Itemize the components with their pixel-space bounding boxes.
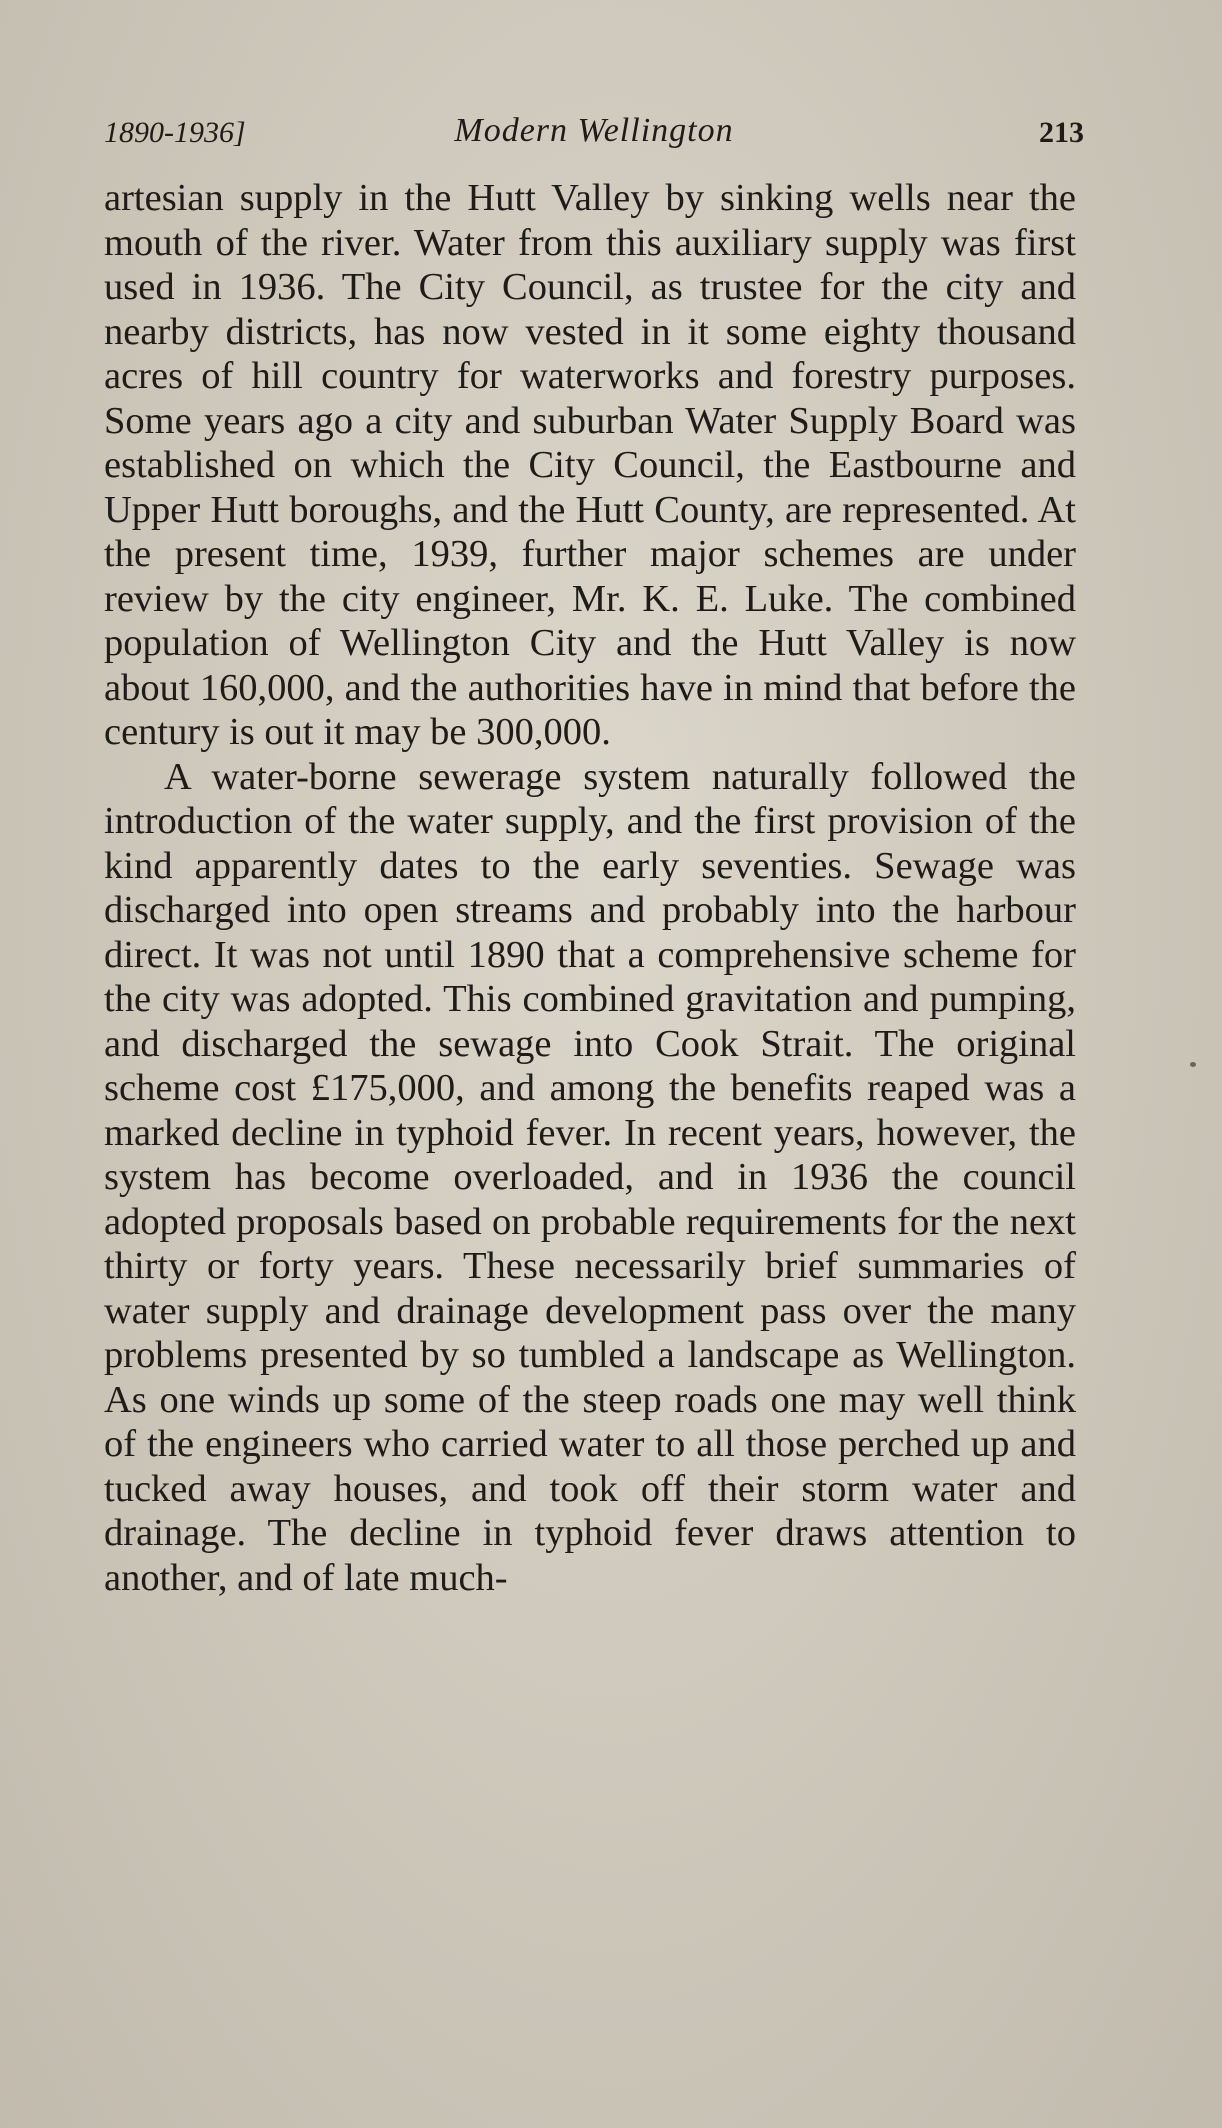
chapter-date-range: 1890-1936] [104, 116, 246, 149]
paragraph-sewerage: A water-borne sewerage system naturally followed the introduction of the water supply, and the first provision of the kind apparently dates to the early seventies. Sewage was discharged into open streams and probably into the harbour direct. It was not until 1890 that a comprehensive scheme for the city was adopted. This combined gravitation and pumping, and discharged the sewage into Cook Strait. The original scheme cost £175,000, and among the benefits reaped was a marked decline in typhoid fever. In recent years, however, the system has become overloaded, and in 1936 the council adopted proposals based on probable requirements for the next thirty or forty years. These necessarily brief summaries of water supply and drainage development pass over the many problems presented by so tumbled a landscape as Wellington. As one winds up some of the steep roads one may well think of the engineers who carried water to all those perched up and tucked away houses, and took off their storm water and drainage. The decline in typhoid fever draws attention to another, and of late much- [104, 755, 1076, 1599]
page-number: 213 [1039, 116, 1084, 149]
paragraph-water-supply: artesian supply in the Hutt Valley by sinking wells near the mouth of the river. Water from this auxiliary supply was first used in 1936. The City Council, as trustee for the city and nearby districts, has now vested in it some eighty thousand acres of hill country for waterworks and forestry purposes. Some years ago a city and suburban Water Supply Board was established on which the City Council, the Eastbourne and Upper Hutt boroughs, and the Hutt County, are represented. At the present time, 1939, further major schemes are under review by the city engineer, Mr. K. E. Luke. The combined population of Wellington City and the Hutt Valley is now about 160,000, and the authorities have in mind that before the century is out it may be 300,000. [104, 177, 1076, 753]
body-text [104, 176, 1076, 1600]
paper-speck [1190, 1062, 1196, 1067]
running-head [104, 112, 1084, 156]
running-title: Modern Wellington [454, 112, 734, 149]
